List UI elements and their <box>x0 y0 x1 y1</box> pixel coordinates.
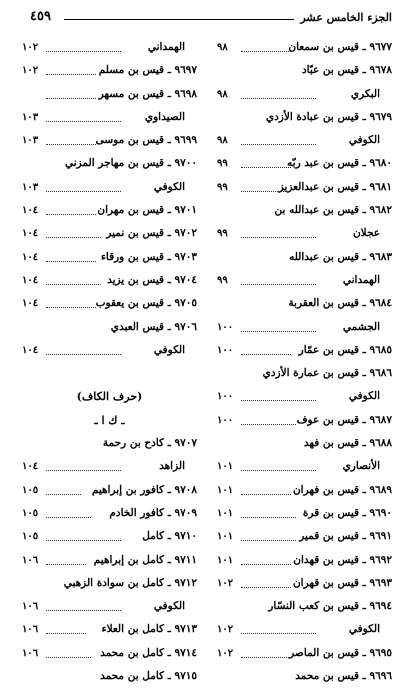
dot-leader <box>241 564 291 565</box>
header-rule <box>64 19 294 20</box>
index-entry <box>22 665 197 688</box>
page-ref: ١٠٣ <box>22 111 39 123</box>
entry-text: ٩٦٧٩ ـ قيس بن عبادة الأزدي <box>265 110 392 123</box>
page-ref: ٩٩ <box>217 158 228 170</box>
dot-leader <box>241 424 296 425</box>
page-ref: ٩٩ <box>217 274 228 286</box>
dot-leader <box>241 331 316 332</box>
entry-continuation <box>22 36 197 59</box>
entry-text: الصيداوي <box>144 110 185 123</box>
page-ref: ١٠٤ <box>22 344 39 356</box>
page-ref: ١٠٤ <box>22 228 39 240</box>
index-entry <box>217 432 392 455</box>
index-entry <box>217 59 392 82</box>
entry-continuation <box>217 385 392 408</box>
index-entry <box>217 409 392 432</box>
entry-text: ٩٧٠١ ـ قيس بن مهران <box>97 204 197 217</box>
dot-leader <box>241 657 291 658</box>
entry-text: ٩٦٨١ ـ قيس بن عبدالعزيز <box>278 180 392 193</box>
entry-text: الكوفي <box>348 134 380 147</box>
entry-text: ٩٦٩٧ ـ قيس بن مسلم <box>98 64 197 77</box>
entry-continuation <box>217 129 392 152</box>
dot-leader <box>241 470 316 471</box>
entry-continuation <box>22 176 197 199</box>
entry-text: ٩٧١٠ ـ كامل <box>142 530 197 543</box>
page-ref: ٩٨ <box>217 88 228 100</box>
blank-line <box>22 362 197 385</box>
dot-leader <box>241 354 291 355</box>
dot-leader <box>241 51 291 52</box>
page-ref: ١٠٥ <box>22 484 39 496</box>
page-ref: ٩٩ <box>217 181 228 193</box>
dot-leader <box>46 121 121 122</box>
entry-text: ٩٦٧٧ ـ قيس بن سمعان <box>288 41 392 53</box>
dot-leader <box>46 564 86 565</box>
index-entry <box>22 199 197 222</box>
entry-continuation <box>217 222 392 245</box>
index-entry <box>22 572 197 595</box>
entry-text: الأنصاري <box>342 460 380 473</box>
entry-text: ٩٧٠٩ ـ كافور الخادم <box>109 506 197 519</box>
entry-text: ٩٧١٥ ـ كامل بن محمد <box>100 670 197 683</box>
page-ref: ١٠١ <box>217 531 234 543</box>
index-entry <box>217 176 392 199</box>
index-entry <box>217 246 392 269</box>
dot-leader <box>46 214 96 215</box>
index-entry <box>217 665 392 688</box>
entry-continuation <box>22 339 197 362</box>
dot-leader <box>46 51 121 52</box>
page-ref: ١٠٢ <box>22 65 39 77</box>
page-ref: ١٠٠ <box>217 391 234 403</box>
index-entry <box>22 316 197 339</box>
running-title: الجزء الخامس عشر <box>300 11 392 24</box>
dot-leader <box>46 494 81 495</box>
dot-leader <box>46 610 121 611</box>
entry-text: ٩٦٩٢ ـ قيس بن قهدان <box>293 553 392 566</box>
entry-text: ٩٧٠٢ ـ قيس بن نمير <box>106 227 197 240</box>
index-entry <box>22 642 197 665</box>
dot-leader <box>46 354 121 355</box>
page-ref: ١٠١ <box>217 484 234 496</box>
entry-text: ٩٧٠٠ ـ قيس بن مهاجر المزني <box>64 157 197 170</box>
dot-leader <box>46 307 96 308</box>
index-entry <box>217 106 392 129</box>
dot-leader <box>46 633 86 634</box>
entry-text: الجشمي <box>342 320 380 333</box>
page-ref: ١٠٢ <box>217 624 234 636</box>
entry-text: ٩٦٩٥ ـ قيس بن الماصر <box>289 646 392 659</box>
left-column <box>22 36 197 688</box>
index-entry <box>217 572 392 595</box>
index-entry <box>217 595 392 618</box>
dot-leader <box>241 517 296 518</box>
entry-text: ـ ك ا ـ <box>94 413 125 427</box>
entry-text: الكوفي <box>153 180 185 193</box>
entry-continuation <box>217 269 392 292</box>
page-ref: ١٠٢ <box>22 42 39 53</box>
index-entry <box>217 479 392 502</box>
entry-text: ٩٧١٤ ـ كامل بن محمد <box>100 646 197 659</box>
letter-heading <box>22 385 197 408</box>
index-entry <box>22 83 197 106</box>
index-entry <box>22 432 197 455</box>
page-ref: ١٠٦ <box>22 601 39 613</box>
entry-text: ٩٦٨٤ ـ قيس بن العقربة <box>288 297 392 310</box>
entry-text: ٩٦٩٨ ـ قيس بن مسهر <box>98 87 197 100</box>
page-ref: ١٠٤ <box>22 298 39 310</box>
index-entry <box>22 479 197 502</box>
entry-text: الكوفي <box>348 623 380 636</box>
page-ref: ١٠١ <box>217 461 234 473</box>
index-entry <box>217 502 392 525</box>
index-entry <box>22 525 197 548</box>
dot-leader <box>46 540 121 541</box>
page-ref: ١٠١ <box>217 554 234 566</box>
entry-text: الكوفي <box>153 343 185 356</box>
page-ref: ٩٨ <box>217 42 228 53</box>
dot-leader <box>241 587 291 588</box>
index-entry <box>22 549 197 572</box>
index-entry <box>217 362 392 385</box>
entry-text: الهمداني <box>342 273 380 286</box>
entry-text: الكوفي <box>153 600 185 613</box>
entry-text: ٩٦٩٤ ـ قيس بن كعب النسّار <box>268 600 392 613</box>
index-entry <box>22 246 197 269</box>
page-ref: ١٠٤ <box>22 251 39 263</box>
entry-text: ٩٦٨٣ ـ قيس بن عبدالله <box>289 250 392 263</box>
index-entry <box>217 152 392 175</box>
page-ref: ١٠٠ <box>217 344 234 356</box>
page-ref: ١٠٢ <box>217 647 234 659</box>
dot-leader <box>241 98 316 99</box>
index-entry <box>22 152 197 175</box>
entry-text: البكري <box>350 87 380 100</box>
entry-continuation <box>217 455 392 478</box>
dot-leader <box>241 633 316 634</box>
dot-leader <box>46 284 101 285</box>
entry-text: ٩٦٨٨ ـ قيس بن فهد <box>303 437 392 450</box>
entry-text: ٩٦٩٦ ـ قيس بن محمد <box>295 670 392 683</box>
entry-text: ٩٦٨٢ ـ قيس بن عبدالله بن <box>274 204 392 217</box>
dot-leader <box>241 144 316 145</box>
entry-continuation <box>22 106 197 129</box>
page-ref: ١٠٥ <box>22 531 39 543</box>
entry-text: الهمداني <box>147 41 185 53</box>
page-ref: ٩٨ <box>217 135 228 147</box>
index-entry <box>22 222 197 245</box>
dot-leader <box>46 470 121 471</box>
entry-text: ٩٦٩٩ ـ قيس بن موسى <box>95 134 197 147</box>
entry-text: ٩٦٨٩ ـ قيس بن فهران <box>292 483 392 496</box>
entry-text: ٩٦٨٧ ـ قيس بن عوف <box>296 413 392 426</box>
entry-text: ٩٦٨٦ ـ قيس بن عمارة الأزدي <box>262 367 392 380</box>
entry-text: ٩٦٩١ ـ قيس بن قمير <box>299 530 392 543</box>
entry-continuation <box>217 83 392 106</box>
dot-leader <box>241 494 291 495</box>
dot-leader <box>46 261 96 262</box>
dot-leader <box>46 74 96 75</box>
entry-text: الزاهد <box>159 460 185 473</box>
index-entry <box>217 549 392 572</box>
page-ref: ١٠٣ <box>22 135 39 147</box>
entry-text: ٩٧١٢ ـ كامل بن سوادة الزهبي <box>63 576 197 589</box>
index-entry <box>22 59 197 82</box>
dot-leader <box>46 237 101 238</box>
entry-text: ٩٧١٣ ـ كامل بن العلاء <box>101 623 197 636</box>
page-ref: ١٠٣ <box>22 181 39 193</box>
dot-leader <box>46 98 96 99</box>
entry-text: (حرف الكاف) <box>76 390 143 404</box>
page-ref: ١٠٤ <box>22 461 39 473</box>
entry-text: ٩٧٠٣ ـ قيس بن ورقاء <box>100 250 197 263</box>
index-entry <box>217 199 392 222</box>
entry-text: ٩٧١١ ـ كامل بن إبراهيم <box>93 553 197 566</box>
index-entry <box>217 339 392 362</box>
index-entry <box>217 642 392 665</box>
entry-continuation <box>22 595 197 618</box>
page-ref: ١٠٠ <box>217 414 234 426</box>
entry-text: ٩٧٠٨ ـ كافور بن إبراهيم <box>91 483 197 496</box>
dot-leader <box>241 237 316 238</box>
page-header <box>30 8 392 28</box>
dot-leader <box>241 191 286 192</box>
page-ref: ١٠٦ <box>22 624 39 636</box>
page-ref: ١٠٦ <box>22 554 39 566</box>
letter-subheading <box>22 409 197 432</box>
entry-text: ٩٧٠٤ ـ قيس بن يزيد <box>107 273 197 286</box>
entry-text: عجلان <box>352 227 380 240</box>
dot-leader <box>46 517 91 518</box>
index-entry <box>217 292 392 315</box>
entry-text: ٩٦٩٠ ـ قيس بن قرة <box>302 506 392 519</box>
entry-continuation <box>217 618 392 641</box>
entry-text: ٩٦٨٥ ـ قيس بن عمّار <box>298 343 392 356</box>
index-entry <box>22 292 197 315</box>
dot-leader <box>241 167 291 168</box>
page-ref: ١٠٥ <box>22 507 39 519</box>
entry-continuation <box>217 316 392 339</box>
index-entry <box>22 502 197 525</box>
index-entry <box>22 618 197 641</box>
right-column <box>217 36 392 688</box>
entry-text: ٩٦٩٣ ـ قيس بن قهران <box>292 576 392 589</box>
page-ref: ١٠٢ <box>217 577 234 589</box>
dot-leader <box>46 191 121 192</box>
dot-leader <box>46 657 91 658</box>
entry-text: ٩٦٧٨ ـ قيس بن عبّاد <box>301 64 392 77</box>
dot-leader <box>46 144 96 145</box>
page-ref: ١٠٤ <box>22 205 39 217</box>
entry-continuation <box>22 455 197 478</box>
dot-leader <box>241 540 296 541</box>
entry-text: الكوفي <box>348 390 380 403</box>
index-entry <box>217 525 392 548</box>
page-ref: ١٠٦ <box>22 647 39 659</box>
page-ref: ١٠٤ <box>22 274 39 286</box>
index-entry <box>22 129 197 152</box>
index-entry <box>22 269 197 292</box>
entry-text: ٩٧٠٥ ـ قيس بن يعقوب <box>95 297 197 310</box>
page-ref: ٩٩ <box>217 228 228 240</box>
page-ref: ١٠٠ <box>217 321 234 333</box>
entry-text: ٩٧٠٧ ـ كادح بن رحمة <box>102 437 197 450</box>
entry-text: ٩٧٠٦ ـ قيس العبدي <box>110 320 197 333</box>
dot-leader <box>241 400 316 401</box>
index-entry <box>217 36 392 59</box>
page-ref: ١٠١ <box>217 507 234 519</box>
entry-text: ٩٦٨٠ ـ قيس بن عبد ربّه <box>287 157 392 170</box>
dot-leader <box>241 284 316 285</box>
page-number: ٤٥٩ <box>30 9 51 24</box>
